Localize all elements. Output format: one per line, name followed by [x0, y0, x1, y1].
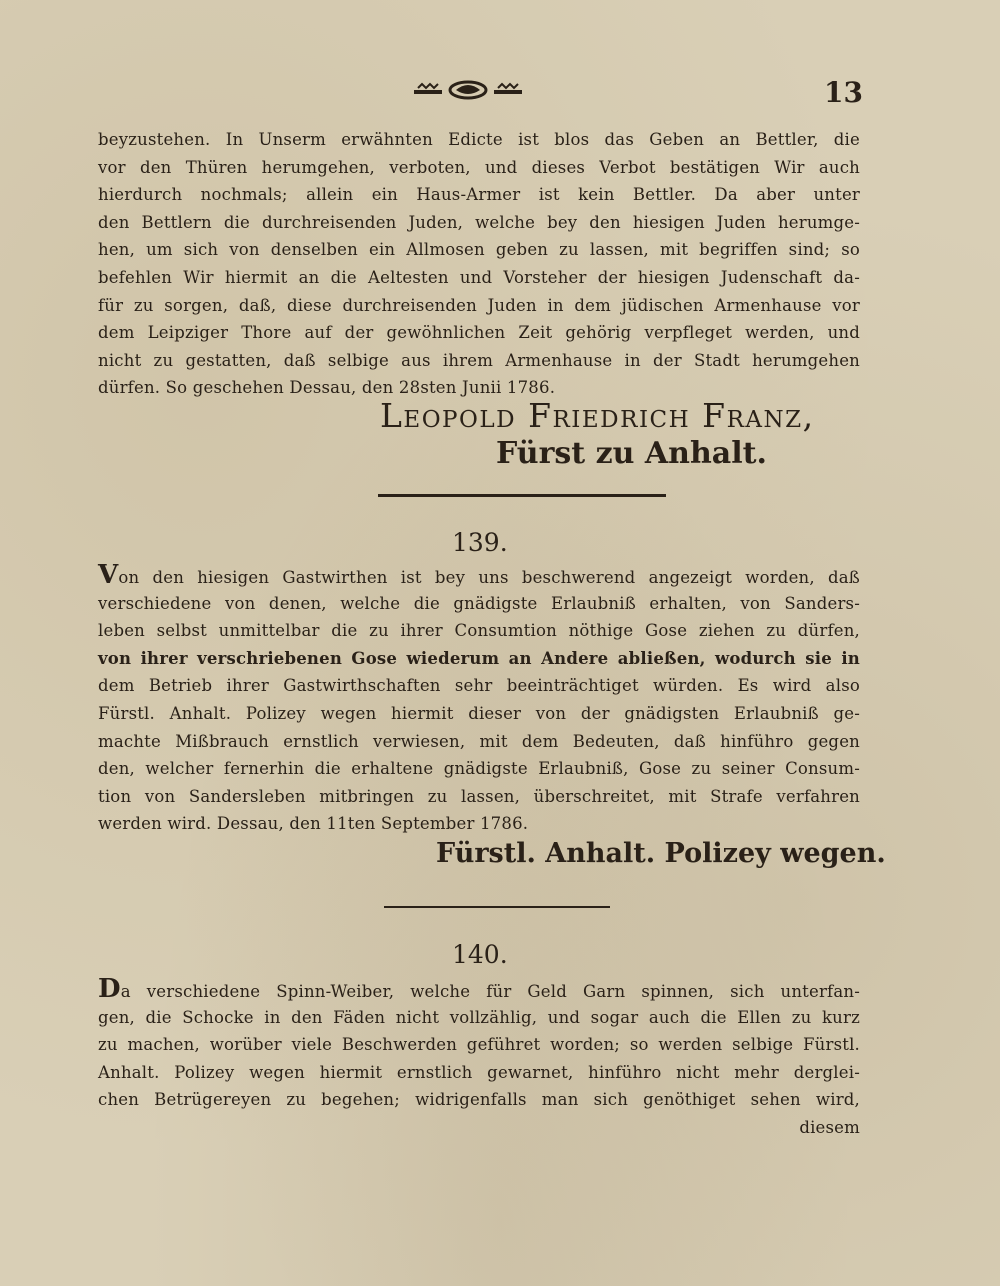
text-line: on den hiesigen Gastwirthen ist bey uns beschwerend angezeigt worden, daß	[118, 568, 860, 587]
text-line: befehlen Wir hiermit an die Aeltesten und Vorsteher der hiesigen Judenschaft da-	[98, 267, 860, 287]
text-line: hierdurch nochmals; allein ein Haus-Armer ist kein Bettler. Da aber unter	[98, 185, 860, 205]
text-line: Fürstl. Anhalt. Polizey wegen hiermit dieser von der gnädigsten Erlaubniß ge-	[98, 703, 860, 723]
text-line: a verschiedene Spinn-Weiber, welche für Geld Garn spinnen, sich unterfan-	[120, 982, 860, 1001]
text-line: dem Leipziger Thore auf der gewöhnlichen Zeit gehörig verpfleget werden, und	[98, 323, 860, 343]
section-number: 139.	[452, 528, 508, 557]
section-divider	[384, 906, 610, 908]
drop-cap: V	[98, 560, 119, 590]
header-ornament	[412, 78, 524, 100]
text-line: werden wird. Dessau, den 11ten September 1786.	[98, 814, 529, 834]
catchword: diesem	[799, 1117, 860, 1137]
signature-authority: Fürstl. Anhalt. Polizey wegen.	[436, 838, 886, 869]
text-line: den Bettlern die durchreisenden Juden, welche bey den hiesigen Juden herumge-	[98, 212, 860, 232]
text-line: tion von Sandersleben mitbringen zu lassen, überschreitet, mit Strafe verfahren	[98, 786, 860, 806]
text-line: gen, die Schocke in den Fäden nicht vollzählig, und sogar auch die Ellen zu kurz	[98, 1007, 860, 1027]
text-line: vor den Thüren herumgehen, verboten, und dieses Verbot bestätigen Wir auch	[98, 157, 860, 177]
section-2-body	[98, 562, 860, 838]
text-line: beyzustehen. In Unserm erwähnten Edicte ist blos das Geben an Bettler, die	[98, 130, 860, 149]
text-line: den, welcher fernerhin die erhaltene gnädigste Erlaubniß, Gose zu seiner Consum-	[98, 759, 860, 779]
text-line: zu machen, worüber viele Beschwerden geführet worden; so werden selbige Fürstl.	[98, 1035, 860, 1055]
drop-cap: D	[98, 974, 121, 1004]
section-number: 140.	[452, 940, 508, 969]
text-line: chen Betrügereyen zu begehen; widrigenfalls man sich genöthiget sehen wird,	[98, 1090, 860, 1110]
text-line: hen, um sich von denselben ein Allmosen geben zu lassen, mit begriffen sind; so	[98, 240, 860, 260]
text-line: Anhalt. Polizey wegen hiermit ernstlich gewarnet, hinführo nicht mehr derglei-	[98, 1062, 860, 1082]
section-divider	[378, 494, 666, 497]
text-line: dürfen. So geschehen Dessau, den 28sten Junii 1786.	[98, 378, 556, 398]
text-line: machte Mißbrauch ernstlich verwiesen, mit dem Bedeuten, daß hinführo gegen	[98, 731, 860, 751]
section-1-body	[98, 126, 860, 402]
text-line: von ihrer verschriebenen Gose wiederum an Andere abließen, wodurch sie in	[98, 648, 860, 668]
signature-title: Fürst zu Anhalt.	[496, 436, 767, 471]
text-line: für zu sorgen, daß, diese durchreisenden Juden in dem jüdischen Armenhause vor	[98, 295, 860, 315]
text-line: leben selbst unmittelbar die zu ihrer Consumtion nöthige Gose ziehen zu dürfen,	[98, 621, 860, 641]
signature-name: Leopold Friedrich Franz,	[380, 396, 815, 435]
section-3-body	[98, 976, 860, 1142]
text-line: verschiedene von denen, welche die gnädigste Erlaubniß erhalten, von Sanders-	[98, 593, 860, 613]
page-number: 13	[824, 76, 863, 109]
text-line: dem Betrieb ihrer Gastwirthschaften sehr beeinträchtiget würden. Es wird also	[98, 676, 860, 696]
text-line: nicht zu gestatten, daß selbige aus ihrem Armenhause in der Stadt herumgehen	[98, 350, 860, 370]
